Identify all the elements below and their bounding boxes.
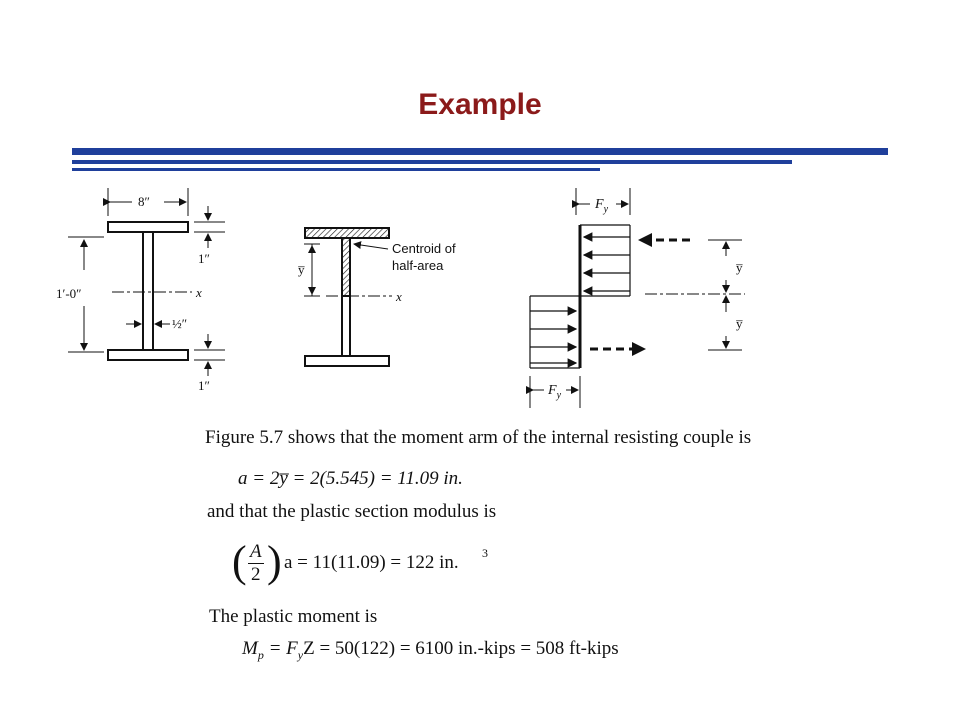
ybar-top-label: y̅ [736,260,743,275]
centroid-label-line2: half-area [392,258,444,273]
equation-moment-arm: a = 2y̅ = 2(5.545) = 11.09 in. [238,468,463,489]
right-paren: ) [267,537,282,586]
stress-distribution [530,188,745,408]
hatched-web [342,238,350,296]
lower-web [342,296,350,356]
ybar-bottom-label: y̅ [736,316,743,331]
explanation-line-3: The plastic moment is [209,606,378,627]
fraction-denominator: 2 [251,564,261,585]
resultant-arrow-tension [590,342,646,356]
equation-plastic-moment: $M_p = F_yZ = 50(122) = 6100$ in.-kips = 508 ft-kips [242,638,619,662]
bottom-flange [108,350,188,360]
left-paren: ( [232,537,247,586]
explanation-line-1: Figure 5.7 shows that the moment arm of the internal resisting couple is [205,427,752,448]
depth-label: 1′-0″ [56,286,82,301]
bottom-flange-2 [305,356,389,366]
section-modulus-rhs: a = 11(11.09) = 122 in. [284,552,459,573]
wide-flange-section [108,222,188,360]
web-thickness-label: ½″ [172,316,188,331]
ybar-label-2: y̅ [298,262,305,277]
explanation-line-2: and that the plastic section modulus is [207,501,497,522]
fy-top-label: $F_y$ [595,197,609,215]
x-axis-label: x [196,285,202,300]
slide-title: Example [418,88,542,121]
flange-width-label: 8″ [138,194,150,209]
fraction-numerator: A [250,541,262,562]
centroid-label-line1: Centroid of [392,241,456,256]
exponent: 3 [482,546,488,560]
top-flange [108,222,188,232]
half-area-section [305,228,389,366]
hatched-top-flange [305,228,389,238]
resultant-arrow-compression [638,233,690,247]
stress-arrows-bottom [530,311,576,363]
equation-section-modulus [232,537,492,590]
top-flange-thickness-label: 1″ [198,251,210,266]
fy-bottom-label: $F_y$ [548,383,562,401]
x-axis-label-2: x [396,289,402,304]
bottom-flange-thickness-label: 1″ [198,378,210,393]
stress-arrows-top [584,237,630,291]
web [143,232,153,350]
